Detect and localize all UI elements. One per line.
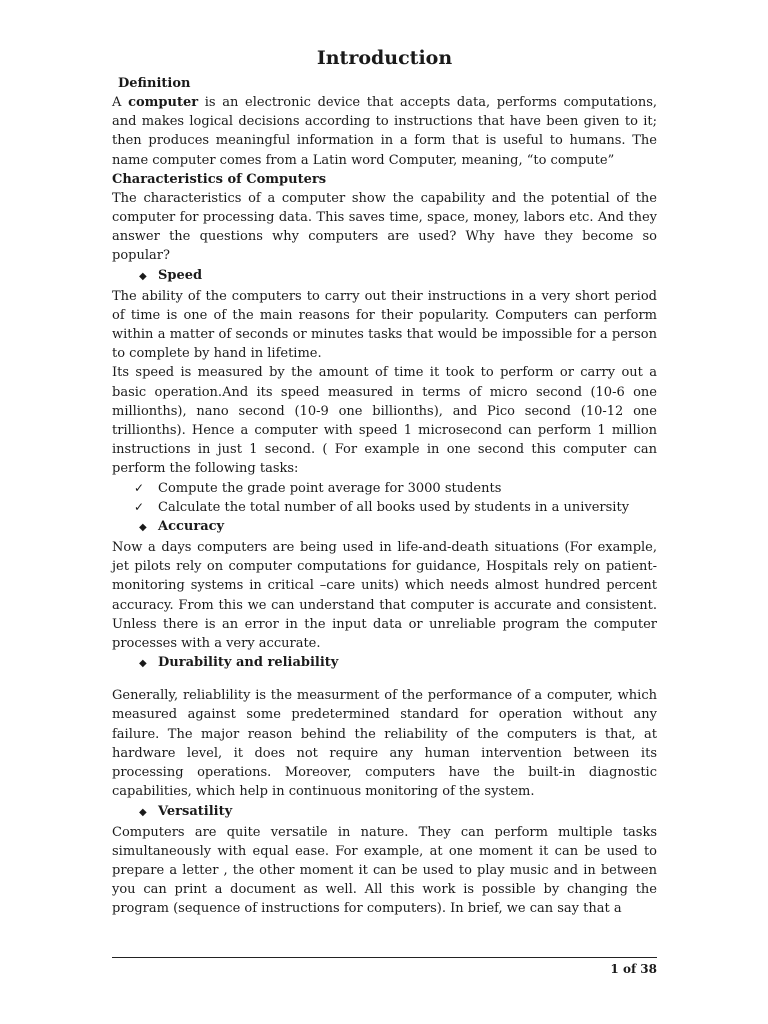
definition-term: computer (128, 95, 199, 110)
durability-heading: Durability and reliability (158, 655, 339, 671)
durability-paragraph: Generally, reliablility is the measurment of the performance of a computer, which measured against some predetermined standard for operation without any failure. The major reason behind the reliability of the computers is that, at hardware level, it does not require any human intervention between its processing operations. Moreover, computers have the built-in diagnostic capabilities, which help in continuous monitoring of the system. (112, 688, 657, 800)
speed-task-1: Compute the grade point average for 3000 students (158, 480, 502, 496)
document-page (112, 44, 657, 919)
speed-heading: Speed (158, 267, 203, 283)
spacer (112, 674, 657, 686)
characteristics-heading: Characteristics of Computers (112, 171, 327, 187)
versatility-paragraph: Computers are quite versatile in nature. They can perform multiple tasks simultaneously with equal ease. For example, at one moment it can be used to prepare a letter , the other moment it can be used to play music and in between you can print a document as well. All this work is possible by changing the program (sequence of instructions for computers). In brief, we can say that a (112, 824, 657, 917)
speed-bullet (112, 266, 657, 287)
accuracy-paragraph: Now a days computers are being used in life-and-death situations (For example, jet pilots rely on computer computations for guidance, Hospitals rely on patient-monitoring systems in critical –care units) which needs almost hundred percent accuracy. From this we can understand that computer is accurate and consistent. Unless there is an error in the input data or unreliable program the computer processes with a very accurate. (112, 540, 657, 652)
diamond-bullet-icon: ◆ (139, 658, 147, 670)
footer-divider (112, 957, 657, 958)
accuracy-bullet (112, 517, 657, 538)
accuracy-heading: Accuracy (158, 519, 225, 535)
page-number: 1 of 38 (610, 962, 657, 976)
diamond-bullet-icon: ◆ (139, 270, 147, 282)
characteristics-paragraph: The characteristics of a computer show the capability and the potential of the computer for processing data. This saves time, space, money, labors etc. And they answer the questions why computers are used? Why have they become so popular? (112, 190, 657, 264)
definition-pre: A (112, 95, 129, 110)
diamond-bullet-icon: ◆ (139, 806, 147, 818)
definition-heading: Definition (118, 76, 191, 91)
diamond-bullet-icon: ◆ (139, 522, 147, 534)
speed-paragraph-2: Its speed is measured by the amount of time it took to perform or carry out a basic operation.And its speed measured in terms of micro second (10-6 one millionths), nano second (10-9 one billionths), and Pico second (10-12 one trillionths). Hence a computer with speed 1 microsecond can perform 1 million instructions in just 1 second. ( For example in one second this computer can perform the following tasks: (112, 365, 657, 477)
versatility-bullet (112, 802, 657, 823)
durability-bullet (112, 653, 657, 674)
list-item (112, 479, 657, 498)
versatility-heading: Versatility (158, 803, 233, 819)
definition-post: is an electronic device that accepts data, performs computations, and makes logical decisions according to instructions that have been given to it; then produces meaningful information in a form that is useful to humans. The name computer comes from a Latin word Computer, meaning, “to compute” (112, 95, 657, 168)
speed-task-2: Calculate the total number of all books used by students in a university (158, 499, 630, 515)
checkmark-icon: ✓ (134, 480, 145, 495)
list-item (112, 498, 657, 517)
checkmark-icon: ✓ (134, 499, 145, 514)
speed-paragraph-1: The ability of the computers to carry out their instructions in a very short period of time is one of the main reasons for their popularity. Computers can perform within a matter of seconds or minutes tasks that would be impossible for a person to complete by hand in lifetime. (112, 288, 657, 362)
definition-paragraph (112, 93, 657, 170)
page-title: Introduction (316, 47, 453, 69)
